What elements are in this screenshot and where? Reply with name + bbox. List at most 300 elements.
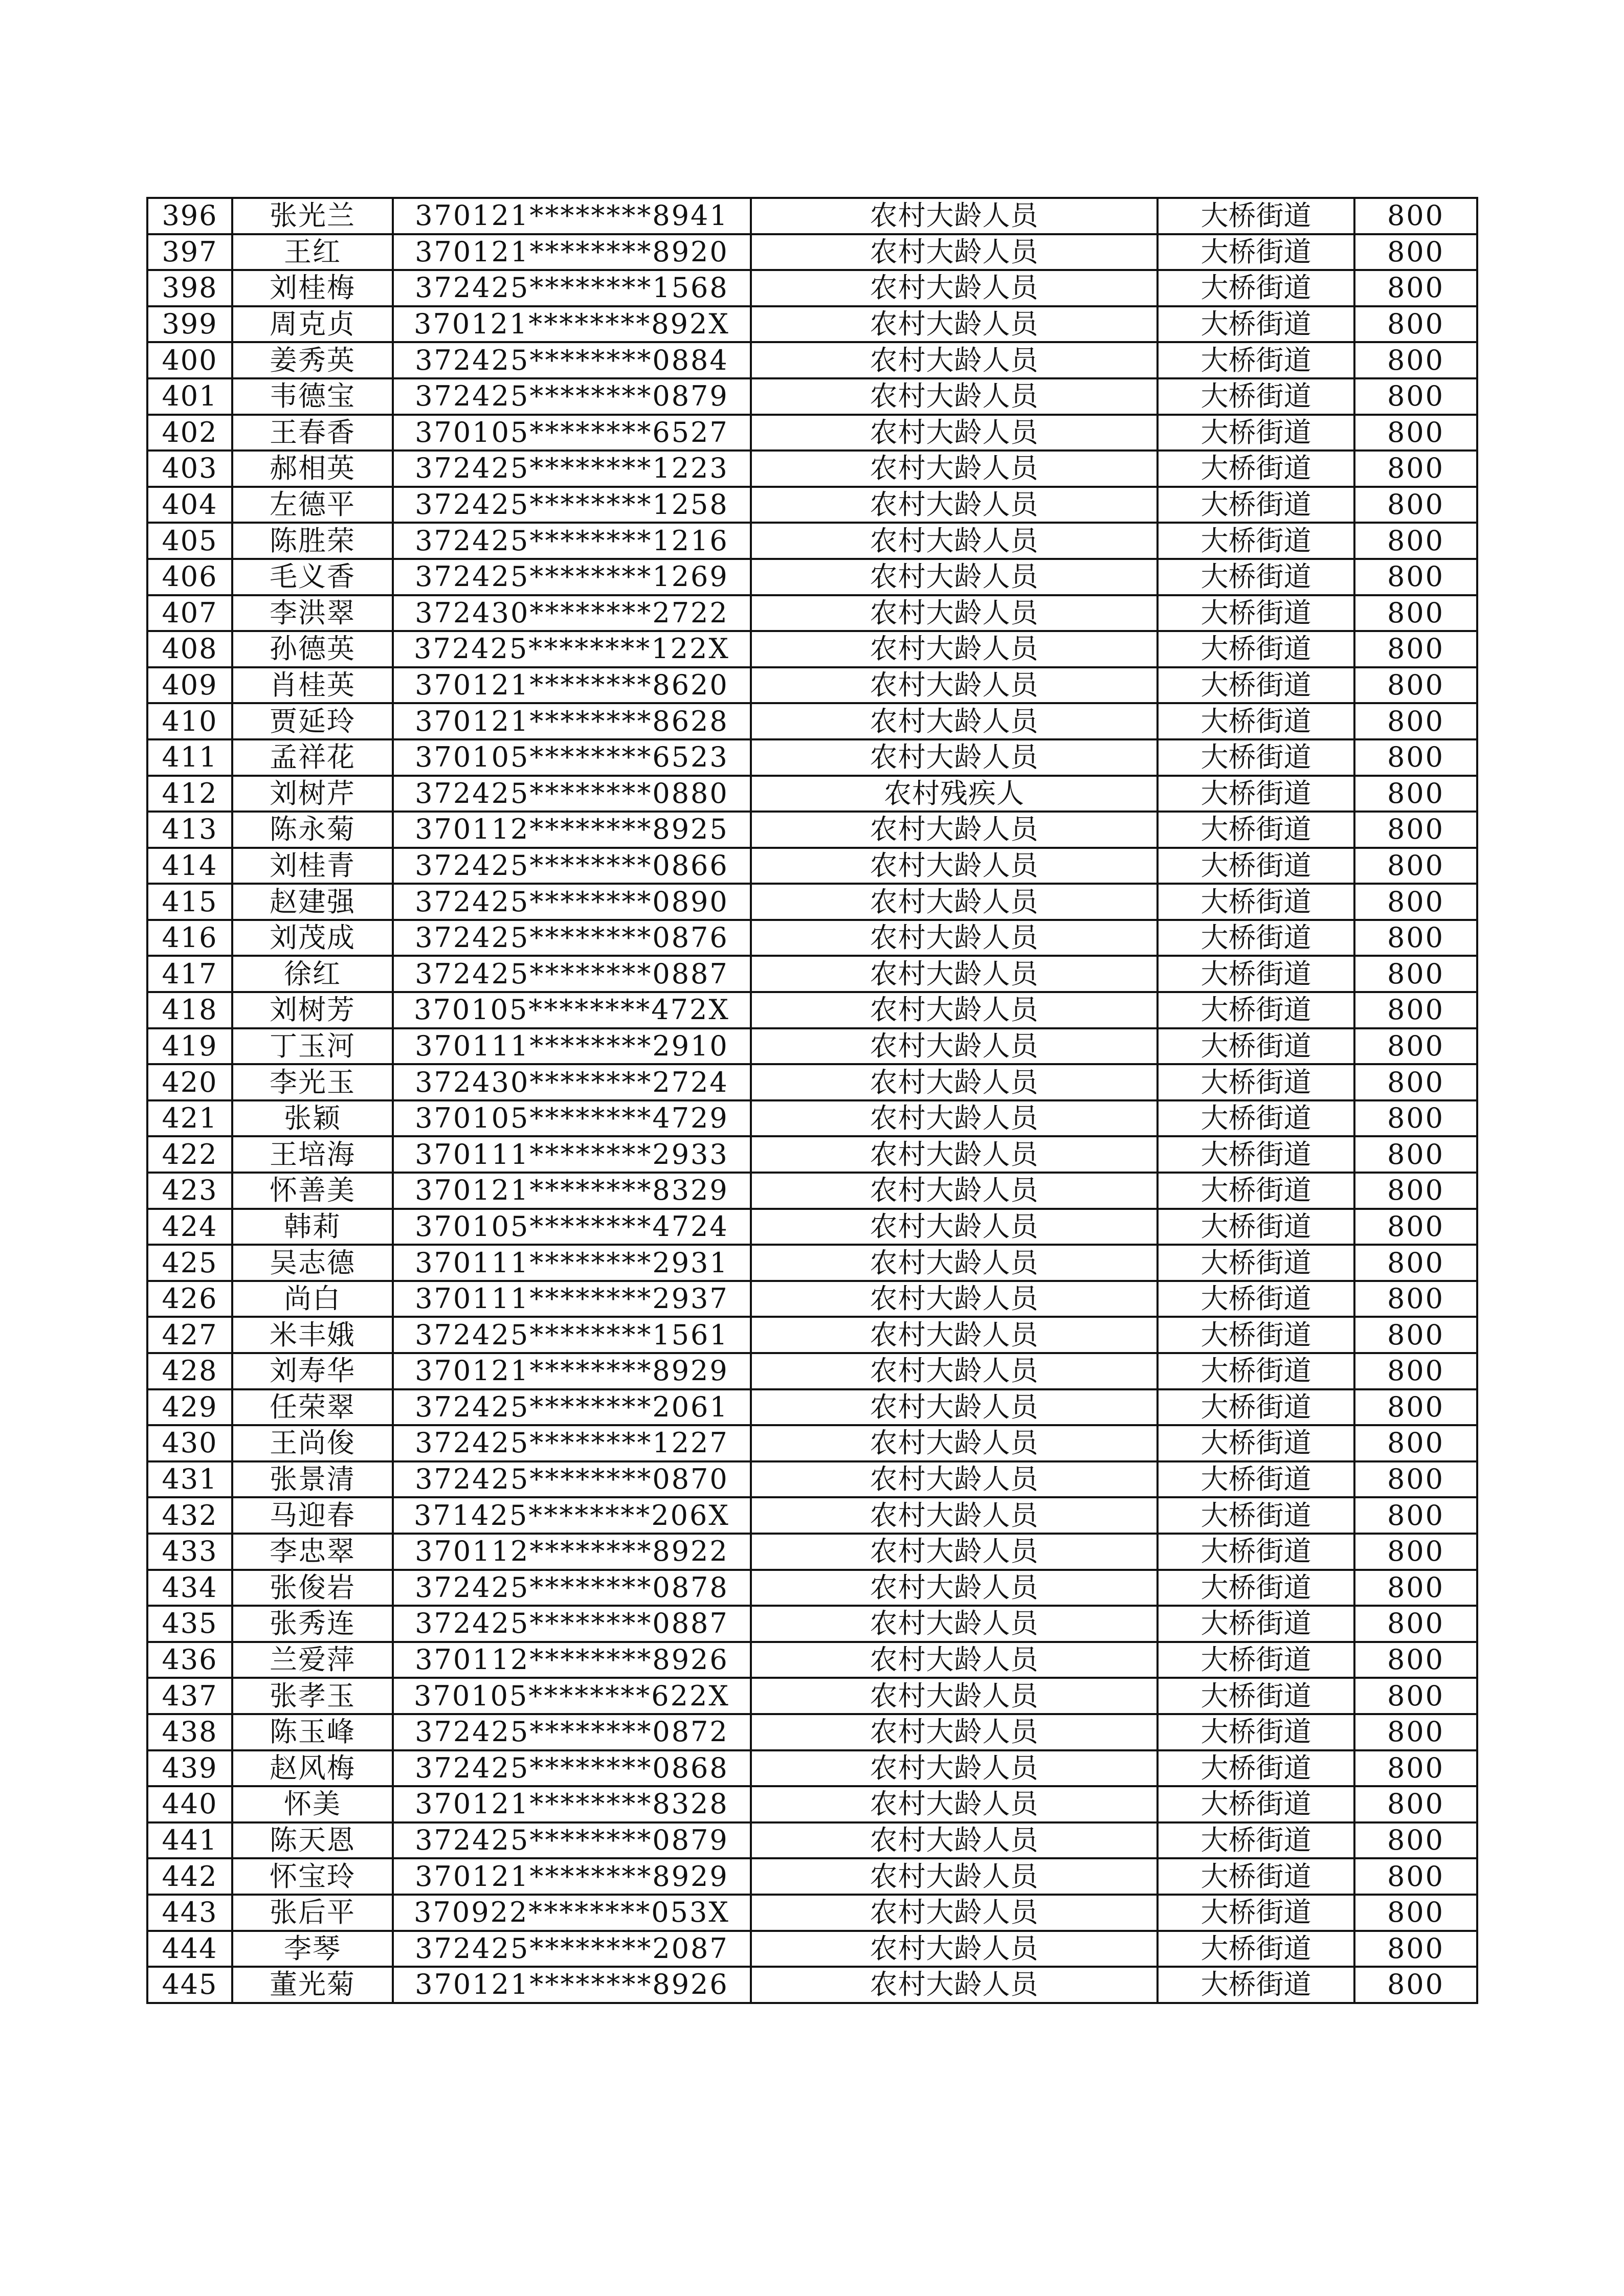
table-row: [147, 920, 1477, 956]
id-number: 372425********2087: [393, 1931, 751, 1967]
person-name: 怀善美: [232, 1173, 393, 1209]
table-row: [147, 415, 1477, 451]
amount: 800: [1354, 1750, 1477, 1787]
person-name: 左德平: [232, 487, 393, 523]
row-number: 428: [147, 1353, 232, 1389]
table-row: [147, 1642, 1477, 1678]
street-office: 大桥街道: [1158, 1570, 1354, 1606]
id-number: 370105********6527: [393, 415, 751, 451]
id-number: 372430********2722: [393, 595, 751, 632]
table-row: [147, 270, 1477, 306]
street-office: 大桥街道: [1158, 956, 1354, 992]
person-name: 李光玉: [232, 1064, 393, 1100]
category: 农村大龄人员: [751, 1931, 1158, 1967]
street-office: 大桥街道: [1158, 1678, 1354, 1714]
row-number: 421: [147, 1100, 232, 1137]
amount: 800: [1354, 306, 1477, 343]
category: 农村大龄人员: [751, 306, 1158, 343]
id-number: 372425********2061: [393, 1389, 751, 1426]
row-number: 422: [147, 1136, 232, 1173]
person-name: 李忠翠: [232, 1534, 393, 1570]
row-number: 405: [147, 523, 232, 559]
row-number: 419: [147, 1028, 232, 1065]
street-office: 大桥街道: [1158, 1967, 1354, 2003]
row-number: 431: [147, 1461, 232, 1498]
table-row: [147, 1136, 1477, 1173]
category: 农村大龄人员: [751, 884, 1158, 920]
row-number: 399: [147, 306, 232, 343]
category: 农村大龄人员: [751, 1317, 1158, 1353]
id-number: 372425********0884: [393, 342, 751, 378]
street-office: 大桥街道: [1158, 559, 1354, 595]
row-number: 440: [147, 1786, 232, 1822]
category: 农村大龄人员: [751, 1425, 1158, 1461]
row-number: 423: [147, 1173, 232, 1209]
amount: 800: [1354, 739, 1477, 776]
category: 农村大龄人员: [751, 1209, 1158, 1245]
person-name: 董光菊: [232, 1967, 393, 2003]
amount: 800: [1354, 1209, 1477, 1245]
id-number: 370105********4729: [393, 1100, 751, 1137]
row-number: 416: [147, 920, 232, 956]
street-office: 大桥街道: [1158, 812, 1354, 848]
street-office: 大桥街道: [1158, 667, 1354, 704]
id-number: 370111********2933: [393, 1136, 751, 1173]
person-name: 孙德英: [232, 631, 393, 667]
amount: 800: [1354, 667, 1477, 704]
category: 农村大龄人员: [751, 1534, 1158, 1570]
amount: 800: [1354, 487, 1477, 523]
street-office: 大桥街道: [1158, 1642, 1354, 1678]
row-number: 437: [147, 1678, 232, 1714]
amount: 800: [1354, 1028, 1477, 1065]
amount: 800: [1354, 1786, 1477, 1822]
row-number: 429: [147, 1389, 232, 1426]
street-office: 大桥街道: [1158, 1028, 1354, 1065]
amount: 800: [1354, 1389, 1477, 1426]
amount: 800: [1354, 631, 1477, 667]
id-number: 370121********8329: [393, 1173, 751, 1209]
row-number: 438: [147, 1714, 232, 1750]
person-name: 兰爱萍: [232, 1642, 393, 1678]
person-name: 张光兰: [232, 198, 393, 234]
amount: 800: [1354, 270, 1477, 306]
person-name: 刘树芳: [232, 992, 393, 1028]
amount: 800: [1354, 378, 1477, 415]
id-number: 372425********1223: [393, 451, 751, 487]
person-name: 陈玉峰: [232, 1714, 393, 1750]
person-name: 贾延玲: [232, 703, 393, 739]
amount: 800: [1354, 1281, 1477, 1317]
id-number: 370105********622X: [393, 1678, 751, 1714]
category: 农村大龄人员: [751, 1822, 1158, 1859]
row-number: 403: [147, 451, 232, 487]
street-office: 大桥街道: [1158, 1064, 1354, 1100]
row-number: 441: [147, 1822, 232, 1859]
person-name: 王尚俊: [232, 1425, 393, 1461]
category: 农村大龄人员: [751, 1606, 1158, 1642]
person-name: 陈永菊: [232, 812, 393, 848]
category: 农村大龄人员: [751, 703, 1158, 739]
id-number: 372425********1269: [393, 559, 751, 595]
table-row: [147, 1497, 1477, 1534]
street-office: 大桥街道: [1158, 848, 1354, 884]
table-row: [147, 451, 1477, 487]
amount: 800: [1354, 812, 1477, 848]
person-name: 孟祥花: [232, 739, 393, 776]
row-number: 398: [147, 270, 232, 306]
street-office: 大桥街道: [1158, 1389, 1354, 1426]
amount: 800: [1354, 1245, 1477, 1281]
street-office: 大桥街道: [1158, 884, 1354, 920]
amount: 800: [1354, 1353, 1477, 1389]
street-office: 大桥街道: [1158, 595, 1354, 632]
table-row: [147, 776, 1477, 812]
category: 农村大龄人员: [751, 1570, 1158, 1606]
id-number: 372425********0878: [393, 1570, 751, 1606]
id-number: 370112********8922: [393, 1534, 751, 1570]
table-row: [147, 1786, 1477, 1822]
id-number: 370105********4724: [393, 1209, 751, 1245]
amount: 800: [1354, 1173, 1477, 1209]
category: 农村大龄人员: [751, 1497, 1158, 1534]
amount: 800: [1354, 884, 1477, 920]
row-number: 404: [147, 487, 232, 523]
row-number: 434: [147, 1570, 232, 1606]
amount: 800: [1354, 559, 1477, 595]
id-number: 370105********472X: [393, 992, 751, 1028]
row-number: 433: [147, 1534, 232, 1570]
table-row: [147, 703, 1477, 739]
person-name: 刘桂梅: [232, 270, 393, 306]
amount: 800: [1354, 1064, 1477, 1100]
person-name: 韩莉: [232, 1209, 393, 1245]
street-office: 大桥街道: [1158, 1895, 1354, 1931]
category: 农村大龄人员: [751, 1028, 1158, 1065]
table-row: [147, 487, 1477, 523]
amount: 800: [1354, 1642, 1477, 1678]
street-office: 大桥街道: [1158, 270, 1354, 306]
id-number: 372425********0887: [393, 1606, 751, 1642]
category: 农村大龄人员: [751, 1750, 1158, 1787]
id-number: 372425********0880: [393, 776, 751, 812]
id-number: 372425********0879: [393, 378, 751, 415]
table-row: [147, 1425, 1477, 1461]
category: 农村大龄人员: [751, 1389, 1158, 1426]
person-name: 任荣翠: [232, 1389, 393, 1426]
subsidy-roster-table: [146, 197, 1478, 2004]
street-office: 大桥街道: [1158, 1931, 1354, 1967]
person-name: 米丰娥: [232, 1317, 393, 1353]
row-number: 408: [147, 631, 232, 667]
amount: 800: [1354, 1678, 1477, 1714]
roster-body: [147, 198, 1477, 2003]
street-office: 大桥街道: [1158, 1606, 1354, 1642]
table-row: [147, 1353, 1477, 1389]
amount: 800: [1354, 415, 1477, 451]
table-row: [147, 956, 1477, 992]
row-number: 435: [147, 1606, 232, 1642]
row-number: 418: [147, 992, 232, 1028]
street-office: 大桥街道: [1158, 306, 1354, 343]
category: 农村大龄人员: [751, 1173, 1158, 1209]
table-row: [147, 1606, 1477, 1642]
row-number: 413: [147, 812, 232, 848]
table-row: [147, 198, 1477, 234]
table-row: [147, 1678, 1477, 1714]
category: 农村大龄人员: [751, 342, 1158, 378]
id-number: 372425********0870: [393, 1461, 751, 1498]
id-number: 372425********0887: [393, 956, 751, 992]
table-row: [147, 1389, 1477, 1426]
id-number: 372425********1227: [393, 1425, 751, 1461]
table-row: [147, 1931, 1477, 1967]
row-number: 445: [147, 1967, 232, 2003]
person-name: 尚白: [232, 1281, 393, 1317]
id-number: 372425********0872: [393, 1714, 751, 1750]
street-office: 大桥街道: [1158, 1786, 1354, 1822]
person-name: 王培海: [232, 1136, 393, 1173]
row-number: 442: [147, 1858, 232, 1895]
category: 农村大龄人员: [751, 1281, 1158, 1317]
category: 农村大龄人员: [751, 1100, 1158, 1137]
table-row: [147, 1570, 1477, 1606]
street-office: 大桥街道: [1158, 1209, 1354, 1245]
person-name: 毛义香: [232, 559, 393, 595]
category: 农村残疾人: [751, 776, 1158, 812]
row-number: 415: [147, 884, 232, 920]
id-number: 370112********8925: [393, 812, 751, 848]
street-office: 大桥街道: [1158, 451, 1354, 487]
table-row: [147, 992, 1477, 1028]
table-row: [147, 1534, 1477, 1570]
id-number: 372425********0879: [393, 1822, 751, 1859]
person-name: 刘茂成: [232, 920, 393, 956]
street-office: 大桥街道: [1158, 631, 1354, 667]
id-number: 370121********8328: [393, 1786, 751, 1822]
amount: 800: [1354, 1714, 1477, 1750]
id-number: 371425********206X: [393, 1497, 751, 1534]
amount: 800: [1354, 1461, 1477, 1498]
category: 农村大龄人员: [751, 667, 1158, 704]
category: 农村大龄人员: [751, 270, 1158, 306]
amount: 800: [1354, 1425, 1477, 1461]
amount: 800: [1354, 956, 1477, 992]
amount: 800: [1354, 1534, 1477, 1570]
person-name: 刘树芹: [232, 776, 393, 812]
id-number: 370112********8926: [393, 1642, 751, 1678]
row-number: 411: [147, 739, 232, 776]
street-office: 大桥街道: [1158, 487, 1354, 523]
table-row: [147, 1461, 1477, 1498]
amount: 800: [1354, 342, 1477, 378]
table-row: [147, 667, 1477, 704]
category: 农村大龄人员: [751, 1714, 1158, 1750]
category: 农村大龄人员: [751, 1136, 1158, 1173]
street-office: 大桥街道: [1158, 1353, 1354, 1389]
id-number: 372425********1568: [393, 270, 751, 306]
row-number: 400: [147, 342, 232, 378]
person-name: 张俊岩: [232, 1570, 393, 1606]
street-office: 大桥街道: [1158, 739, 1354, 776]
table-row: [147, 1281, 1477, 1317]
category: 农村大龄人员: [751, 992, 1158, 1028]
street-office: 大桥街道: [1158, 992, 1354, 1028]
street-office: 大桥街道: [1158, 523, 1354, 559]
category: 农村大龄人员: [751, 1858, 1158, 1895]
category: 农村大龄人员: [751, 451, 1158, 487]
category: 农村大龄人员: [751, 234, 1158, 271]
table-row: [147, 559, 1477, 595]
table-row: [147, 523, 1477, 559]
person-name: 赵建强: [232, 884, 393, 920]
row-number: 407: [147, 595, 232, 632]
table-row: [147, 848, 1477, 884]
person-name: 怀美: [232, 1786, 393, 1822]
table-row: [147, 1858, 1477, 1895]
id-number: 372425********122X: [393, 631, 751, 667]
row-number: 426: [147, 1281, 232, 1317]
table-row: [147, 1064, 1477, 1100]
row-number: 443: [147, 1895, 232, 1931]
row-number: 425: [147, 1245, 232, 1281]
person-name: 郝相英: [232, 451, 393, 487]
id-number: 372425********1216: [393, 523, 751, 559]
street-office: 大桥街道: [1158, 1714, 1354, 1750]
row-number: 397: [147, 234, 232, 271]
row-number: 409: [147, 667, 232, 704]
street-office: 大桥街道: [1158, 1173, 1354, 1209]
row-number: 414: [147, 848, 232, 884]
category: 农村大龄人员: [751, 920, 1158, 956]
amount: 800: [1354, 1606, 1477, 1642]
person-name: 李洪翠: [232, 595, 393, 632]
category: 农村大龄人员: [751, 812, 1158, 848]
row-number: 396: [147, 198, 232, 234]
person-name: 刘寿华: [232, 1353, 393, 1389]
street-office: 大桥街道: [1158, 1534, 1354, 1570]
category: 农村大龄人员: [751, 415, 1158, 451]
row-number: 401: [147, 378, 232, 415]
person-name: 王红: [232, 234, 393, 271]
category: 农村大龄人员: [751, 559, 1158, 595]
row-number: 424: [147, 1209, 232, 1245]
person-name: 周克贞: [232, 306, 393, 343]
id-number: 372425********1561: [393, 1317, 751, 1353]
id-number: 370121********8926: [393, 1967, 751, 2003]
category: 农村大龄人员: [751, 1786, 1158, 1822]
row-number: 412: [147, 776, 232, 812]
id-number: 370105********6523: [393, 739, 751, 776]
table-row: [147, 306, 1477, 343]
amount: 800: [1354, 1136, 1477, 1173]
table-row: [147, 1209, 1477, 1245]
amount: 800: [1354, 1967, 1477, 2003]
person-name: 刘桂青: [232, 848, 393, 884]
person-name: 张后平: [232, 1895, 393, 1931]
person-name: 张景清: [232, 1461, 393, 1498]
street-office: 大桥街道: [1158, 1281, 1354, 1317]
row-number: 410: [147, 703, 232, 739]
table-row: [147, 378, 1477, 415]
id-number: 370121********8941: [393, 198, 751, 234]
table-row: [147, 884, 1477, 920]
street-office: 大桥街道: [1158, 1317, 1354, 1353]
table-row: [147, 1750, 1477, 1787]
row-number: 427: [147, 1317, 232, 1353]
street-office: 大桥街道: [1158, 1100, 1354, 1137]
amount: 800: [1354, 992, 1477, 1028]
street-office: 大桥街道: [1158, 415, 1354, 451]
table-row: [147, 1100, 1477, 1137]
amount: 800: [1354, 920, 1477, 956]
row-number: 406: [147, 559, 232, 595]
street-office: 大桥街道: [1158, 234, 1354, 271]
street-office: 大桥街道: [1158, 1822, 1354, 1859]
table-row: [147, 234, 1477, 271]
id-number: 370121********8620: [393, 667, 751, 704]
street-office: 大桥街道: [1158, 378, 1354, 415]
person-name: 王春香: [232, 415, 393, 451]
amount: 800: [1354, 776, 1477, 812]
id-number: 372430********2724: [393, 1064, 751, 1100]
category: 农村大龄人员: [751, 595, 1158, 632]
category: 农村大龄人员: [751, 1678, 1158, 1714]
person-name: 徐红: [232, 956, 393, 992]
table-row: [147, 1028, 1477, 1065]
amount: 800: [1354, 1317, 1477, 1353]
person-name: 陈天恩: [232, 1822, 393, 1859]
amount: 800: [1354, 595, 1477, 632]
row-number: 417: [147, 956, 232, 992]
street-office: 大桥街道: [1158, 1461, 1354, 1498]
row-number: 402: [147, 415, 232, 451]
street-office: 大桥街道: [1158, 1858, 1354, 1895]
table-row: [147, 739, 1477, 776]
table-row: [147, 1173, 1477, 1209]
person-name: 马迎春: [232, 1497, 393, 1534]
table-row: [147, 1714, 1477, 1750]
person-name: 赵风梅: [232, 1750, 393, 1787]
street-office: 大桥街道: [1158, 1136, 1354, 1173]
table-row: [147, 342, 1477, 378]
street-office: 大桥街道: [1158, 703, 1354, 739]
row-number: 444: [147, 1931, 232, 1967]
person-name: 李琴: [232, 1931, 393, 1967]
category: 农村大龄人员: [751, 523, 1158, 559]
street-office: 大桥街道: [1158, 1497, 1354, 1534]
id-number: 370111********2937: [393, 1281, 751, 1317]
amount: 800: [1354, 848, 1477, 884]
person-name: 吴志德: [232, 1245, 393, 1281]
amount: 800: [1354, 703, 1477, 739]
id-number: 372425********0866: [393, 848, 751, 884]
category: 农村大龄人员: [751, 1353, 1158, 1389]
id-number: 370121********8628: [393, 703, 751, 739]
category: 农村大龄人员: [751, 487, 1158, 523]
category: 农村大龄人员: [751, 378, 1158, 415]
row-number: 439: [147, 1750, 232, 1787]
id-number: 370121********8920: [393, 234, 751, 271]
id-number: 370121********8929: [393, 1353, 751, 1389]
person-name: 陈胜荣: [232, 523, 393, 559]
amount: 800: [1354, 1858, 1477, 1895]
person-name: 姜秀英: [232, 342, 393, 378]
amount: 800: [1354, 1822, 1477, 1859]
id-number: 370111********2910: [393, 1028, 751, 1065]
id-number: 372425********0876: [393, 920, 751, 956]
amount: 800: [1354, 1570, 1477, 1606]
